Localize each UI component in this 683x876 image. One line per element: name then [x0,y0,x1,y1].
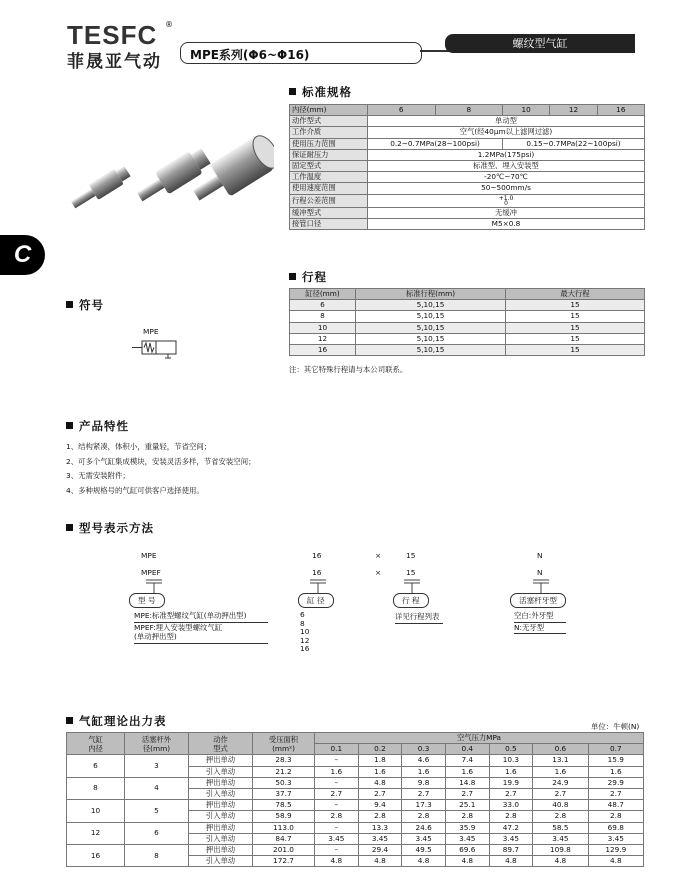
head-text: 型式 [213,743,228,753]
type-desc-line: MPE:标准型螺纹气缸(单动押出型) [134,611,268,623]
pressure-header: 0.1 [315,744,359,755]
model-stroke-desc: 详见行程列表 [395,611,443,624]
spec-label: 保证耐压力 [290,149,368,160]
stroke-cell: 5,10,15 [356,322,506,333]
stroke-cell: 8 [290,311,356,322]
output-cell: 2.8 [588,811,643,822]
output-cell: 3.45 [445,833,489,844]
spec-size: 10 [503,105,550,116]
stroke-header: 缸径(mm) [290,289,356,300]
model-separator: × [375,568,382,577]
model-stroke-pill: 行 程 [393,593,429,608]
output-rod: 8 [125,844,189,866]
spec-value: 空气(经40μm以上滤网过滤) [368,127,645,138]
pressure-header: 0.4 [445,744,489,755]
output-cell: 10.3 [489,755,533,766]
output-unit: 单位：牛顿(N) [591,722,640,731]
output-cell: 2.8 [358,811,402,822]
output-cell: 49.5 [402,844,446,855]
output-cell: – [315,800,359,811]
spec-label: 使用速度范围 [290,183,368,194]
spec-value: 标准型、埋入安装型 [368,160,645,171]
output-cell: 58.5 [533,822,588,833]
output-cell: – [315,777,359,788]
stroke-cell: 15 [506,322,645,333]
output-cell: 1.6 [588,766,643,777]
model-thread-desc [514,611,566,634]
output-cell: 14.8 [445,777,489,788]
output-cell: 2.7 [445,788,489,799]
bore-option: 16 [300,644,310,653]
output-cell: 引入单动 [189,856,253,867]
output-cell: 押出单动 [189,777,253,788]
output-row [67,755,644,766]
output-rod: 6 [125,822,189,844]
head-text: 径(mm) [142,743,171,753]
series-title: MPE系列(Φ6~Φ16) [180,42,422,64]
output-cell: 3.45 [402,833,446,844]
output-cell: 109.8 [533,844,588,855]
output-cell: 13.1 [533,755,588,766]
head-rod [125,733,189,755]
output-cell: 2.8 [315,811,359,822]
spec-label: 使用压力范围 [290,138,368,149]
output-cell: 3.45 [533,833,588,844]
stroke-cell: 6 [290,300,356,311]
output-cell: 2.8 [402,811,446,822]
model-code: MPEF [141,568,161,577]
output-cell: 84.7 [253,833,315,844]
head-text: 动作 [213,734,228,744]
stroke-cell: 5,10,15 [356,311,506,322]
thread-desc-line: 空白:外牙型 [514,611,566,623]
head-text: (mm²) [272,743,295,753]
output-bore: 10 [67,800,125,822]
output-cell: 19.9 [489,777,533,788]
bore-option: 8 [300,618,305,628]
spec-value: 单动型 [368,116,645,127]
pressure-header: 0.7 [588,744,643,755]
output-cell: 172.7 [253,856,315,867]
output-cell: 113.0 [253,822,315,833]
output-cell: 1.6 [358,766,402,777]
output-row [67,822,644,833]
spec-label: 行程公差范围 [290,194,368,207]
output-cell: 48.7 [588,800,643,811]
pressure-header: 0.5 [489,744,533,755]
feature-item: 1、结构紧凑，体积小，重量轻，节省空间； [66,442,212,451]
spec-label: 缓冲型式 [290,207,368,218]
output-cell: 引入单动 [189,833,253,844]
output-cell: 129.9 [588,844,643,855]
stroke-cell: 15 [506,311,645,322]
output-table [66,732,644,867]
tolerance-upper: +1.0 [498,194,514,202]
registered-mark: ® [165,20,173,29]
output-cell: 29.4 [358,844,402,855]
spec-size: 12 [550,105,597,116]
output-cell: 2.7 [402,788,446,799]
output-section-title: 气缸理论出力表 [66,713,167,729]
output-cell: 69.8 [588,822,643,833]
spec-size: 16 [597,105,644,116]
spec-value: 0.2~0.7MPa(28~100psi) [368,138,503,149]
output-cell: 押出单动 [189,822,253,833]
output-cell: 35.9 [445,822,489,833]
output-cell: 2.8 [533,811,588,822]
output-row [67,844,644,855]
spec-label: 工作介质 [290,127,368,138]
output-bore: 6 [67,755,125,777]
symbol-section-title: 符号 [66,297,104,313]
head-text: 内径 [88,743,103,753]
model-thread: N [537,568,543,577]
section-letter-tab: C [0,235,45,275]
output-cell: – [315,844,359,855]
model-section-title: 型号表示方法 [66,520,154,536]
output-cell: 押出单动 [189,844,253,855]
stroke-section-title: 行程 [289,269,327,285]
spec-value: 1.2MPa(175psi) [368,149,645,160]
output-cell: 3.45 [489,833,533,844]
output-cell: 2.7 [489,788,533,799]
stroke-cell: 16 [290,344,356,355]
output-row [67,777,644,788]
output-cell: 3.45 [588,833,643,844]
output-cell: 58.9 [253,811,315,822]
output-cell: 1.8 [358,755,402,766]
model-thread: N [537,551,543,560]
output-cell: 1.6 [402,766,446,777]
spec-size: 6 [368,105,436,116]
thread-desc-line: N:无牙型 [514,623,566,635]
stroke-cell: 12 [290,333,356,344]
spec-label: 工作温度 [290,172,368,183]
model-code: MPE [141,551,157,560]
output-cell: 25.1 [445,800,489,811]
output-row [67,800,644,811]
spec-label: 接管口径 [290,218,368,229]
output-cell: 押出单动 [189,755,253,766]
type-desc-line: MPEF:埋入安装型螺纹气缸 [134,622,223,632]
output-cell: 69.6 [445,844,489,855]
output-cell: 4.8 [402,856,446,867]
output-cell: 3.45 [358,833,402,844]
model-bore: 16 [312,551,322,560]
output-rod: 4 [125,777,189,799]
model-bore-pill: 缸 径 [298,593,334,608]
spec-label: 固定型式 [290,160,368,171]
feature-item: 3、无需安装附件； [66,471,130,480]
output-cell: 29.9 [588,777,643,788]
output-cell: 2.7 [588,788,643,799]
head-text: 气缸 [88,734,103,744]
pressure-header: 0.2 [358,744,402,755]
model-type-pill: 型 号 [129,593,165,608]
stroke-cell: 15 [506,333,645,344]
spec-size: 8 [435,105,503,116]
brand-chinese-name: 菲晟亚气动 [67,52,162,72]
type-desc-line: (单动押出型) [134,632,268,644]
output-cell: 引入单动 [189,811,253,822]
spec-value: 无缓冲 [368,207,645,218]
output-cell: 4.8 [315,856,359,867]
symbol-label: MPE [143,327,159,336]
bore-option: 12 [300,635,310,645]
spec-value: -20℃~70℃ [368,172,645,183]
output-cell: 9.4 [358,800,402,811]
output-cell: – [315,822,359,833]
output-cell: 2.8 [489,811,533,822]
output-cell: 3.45 [315,833,359,844]
stroke-header: 最大行程 [506,289,645,300]
model-stroke: 15 [406,568,416,577]
stroke-header: 标准行程(mm) [356,289,506,300]
pressure-header: 0.6 [533,744,588,755]
output-cell: 4.8 [533,856,588,867]
output-cell: 33.0 [489,800,533,811]
output-cell: 9.8 [402,777,446,788]
output-cell: 89.7 [489,844,533,855]
head-pressure: 空气压力MPa [315,733,644,744]
model-separator: × [375,551,382,560]
output-bore: 16 [67,844,125,866]
output-cell: 2.7 [533,788,588,799]
output-cell: 4.6 [402,755,446,766]
output-cell: 7.4 [445,755,489,766]
output-cell: 2.7 [315,788,359,799]
bore-option: 10 [300,627,310,636]
head-text: 受压面积 [268,734,299,744]
model-bore: 16 [312,568,322,577]
output-cell: 押出单动 [189,800,253,811]
feature-item: 4、多种规格号的气缸可供客户选择使用。 [66,485,204,495]
spec-value: 50~500mm/s [368,183,645,194]
output-bore: 12 [67,822,125,844]
brand-logo: TESFC [67,20,158,50]
output-rod: 3 [125,755,189,777]
head-type [189,733,253,755]
output-cell: 37.7 [253,788,315,799]
pressure-header: 0.3 [402,744,446,755]
model-thread-pill: 活塞杆牙型 [510,593,566,608]
output-cell: 1.6 [445,766,489,777]
output-cell: 2.8 [445,811,489,822]
spec-section-title: 标准规格 [289,84,352,100]
spec-label: 动作型式 [290,116,368,127]
head-area [253,733,315,755]
model-bore-list [300,611,309,654]
output-cell: 1.6 [533,766,588,777]
output-cell: 1.6 [489,766,533,777]
bore-option: 6 [300,610,305,619]
category-tab: 螺纹型气缸 [445,34,635,53]
output-cell: 引入单动 [189,788,253,799]
output-cell: 4.8 [445,856,489,867]
output-rod: 5 [125,800,189,822]
output-cell: 24.9 [533,777,588,788]
output-cell: 28.3 [253,755,315,766]
output-cell: 50.3 [253,777,315,788]
output-cell: 4.8 [358,777,402,788]
output-cell: 78.5 [253,800,315,811]
stroke-note: 注：其它特殊行程请与本公司联系。 [289,365,408,374]
stroke-cell: 5,10,15 [356,333,506,344]
output-cell: – [315,755,359,766]
output-cell: 47.2 [489,822,533,833]
output-cell: 13.3 [358,822,402,833]
stroke-cell: 15 [506,300,645,311]
spec-head-label: 内径(mm) [290,105,368,116]
output-cell: 201.0 [253,844,315,855]
output-cell: 4.8 [588,856,643,867]
stroke-cell: 10 [290,322,356,333]
stroke-cell: 5,10,15 [356,300,506,311]
output-cell: 24.6 [402,822,446,833]
stroke-cell: 5,10,15 [356,344,506,355]
output-cell: 4.8 [489,856,533,867]
output-cell: 2.7 [358,788,402,799]
output-bore: 8 [67,777,125,799]
output-cell: 17.3 [402,800,446,811]
output-cell: 1.6 [315,766,359,777]
output-cell: 21.2 [253,766,315,777]
output-cell: 4.8 [358,856,402,867]
head-text: 活塞杆外 [141,734,172,744]
spec-value: 0.15~0.7MPa(22~100psi) [503,138,645,149]
output-cell: 15.9 [588,755,643,766]
output-cell: 40.8 [533,800,588,811]
output-cell: 引入单动 [189,766,253,777]
feature-item: 2、可多个气缸集成模块，安装灵活多样，节省安装空间； [66,456,256,466]
stroke-cell: 15 [506,344,645,355]
tolerance-lower: 0 [504,199,508,207]
features-section-title: 产品特性 [66,418,129,434]
head-bore [67,733,125,755]
spec-value: M5×0.8 [368,218,645,229]
model-stroke: 15 [406,551,416,560]
model-type-desc [134,611,268,644]
